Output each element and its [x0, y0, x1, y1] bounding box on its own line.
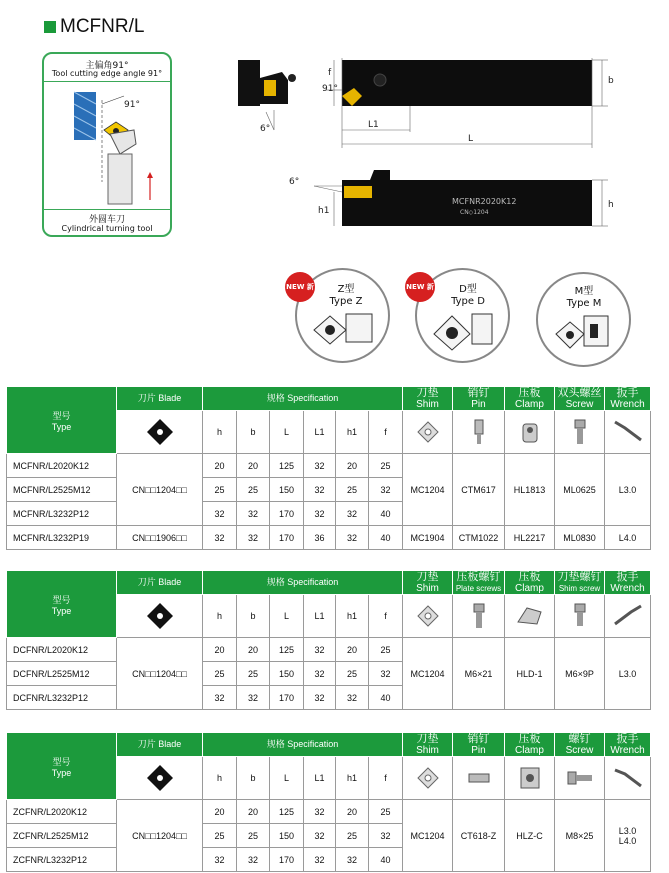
- type-header: 型号 Type: [7, 387, 117, 454]
- divider: [44, 209, 170, 210]
- pin-icon: [453, 757, 505, 800]
- table-cell: 25: [203, 824, 237, 848]
- table-cell: CTM1022: [453, 526, 505, 550]
- clamp-icon: [505, 757, 555, 800]
- part-header: 销钉 Pin: [453, 387, 505, 411]
- table-cell: 32: [203, 686, 237, 710]
- table-row-model: MCFNR/L3232P12: [7, 502, 117, 526]
- table-cell: 170: [270, 848, 304, 872]
- table-cell: 125: [270, 800, 304, 824]
- table-row-model: MCFNR/L3232P19: [7, 526, 117, 550]
- blade-value: CN□□1906□□: [117, 526, 203, 550]
- table-cell: 32: [304, 454, 336, 478]
- tool-marking: MCFNR2020K12: [452, 197, 517, 206]
- table-row-model: MCFNR/L2525M12: [7, 478, 117, 502]
- table-cell: 20: [336, 454, 369, 478]
- table-cell: 32: [237, 502, 270, 526]
- insert-icon: [117, 757, 203, 800]
- table-cell: ML0830: [555, 526, 605, 550]
- table-cell: 20: [336, 800, 369, 824]
- table-cell: 32: [304, 824, 336, 848]
- spec-col: h: [203, 411, 237, 454]
- table-cell: 20: [237, 800, 270, 824]
- spec-col: f: [369, 411, 403, 454]
- dim-h1: h1: [318, 206, 330, 216]
- part-header: 扳手 Wrench: [605, 387, 651, 411]
- table-cell: h: [203, 595, 237, 638]
- clamp-icon: [505, 595, 555, 638]
- spec-table-mcfnr: [6, 386, 651, 550]
- part-header: 压板 Clamp: [505, 571, 555, 595]
- blade-value: CN□□1204□□: [117, 454, 203, 526]
- clamp-type-z-label: Z型 Type Z: [329, 284, 363, 307]
- dim-6deg-side: 6°: [289, 177, 300, 187]
- insert-icon: [117, 411, 203, 454]
- table-cell: 32: [203, 502, 237, 526]
- part-header: 刀垫 Shim: [403, 571, 453, 595]
- shim-icon: [403, 757, 453, 800]
- table-cell: 32: [336, 848, 369, 872]
- clamp-m-icon: [550, 312, 622, 358]
- shim-screw-icon: [555, 595, 605, 638]
- spec-header: 规格 Specification: [203, 571, 403, 595]
- table-cell: f: [369, 595, 403, 638]
- table-cell: 25: [336, 478, 369, 502]
- spec-col: L1: [304, 411, 336, 454]
- table-cell: HL2217: [505, 526, 555, 550]
- part-header: 压板 Clamp: [505, 387, 555, 411]
- table-cell: MC1204: [403, 638, 453, 710]
- table-cell: 32: [237, 848, 270, 872]
- tool-sub-marking: CN◇1204: [460, 209, 489, 216]
- clamp-type-d-label: D型 Type D: [451, 284, 485, 307]
- table-cell: h: [203, 757, 237, 800]
- new-badge: NEW 新: [285, 272, 315, 302]
- wrench-icon: [605, 595, 651, 638]
- dim-L1: L1: [368, 120, 379, 130]
- table-cell: CT618-Z: [453, 800, 505, 872]
- table-cell: 20: [203, 638, 237, 662]
- dim-b: b: [608, 76, 614, 86]
- table-cell: L: [270, 757, 304, 800]
- table-cell: M6×21: [453, 638, 505, 710]
- table-cell: b: [237, 757, 270, 800]
- wrench-value: L3.0: [605, 454, 651, 526]
- angle-caption-en: Tool cutting edge angle 91°: [51, 69, 163, 78]
- table-cell: 20: [203, 454, 237, 478]
- table-cell: 32: [336, 526, 369, 550]
- plate-screw-icon: [453, 595, 505, 638]
- table-cell: MC1904: [403, 526, 453, 550]
- table-cell: 25: [237, 662, 270, 686]
- clamp-z-icon: [310, 308, 380, 352]
- table-row-model: ZCFNR/L3232P12: [7, 848, 117, 872]
- blade-header: 刀片 Blade: [117, 733, 203, 757]
- table-cell: h1: [336, 757, 369, 800]
- spec-header: 规格 Specification: [203, 733, 403, 757]
- part-header: 刀垫 Shim: [403, 733, 453, 757]
- part-header: 压板螺钉 Plate screws: [453, 571, 505, 595]
- dim-f: f: [328, 68, 332, 78]
- turning-diagram: [44, 82, 170, 208]
- dim-angle: 91°: [322, 84, 338, 94]
- table-cell: 20: [336, 638, 369, 662]
- table-cell: 40: [369, 686, 403, 710]
- blade-value: CN□□1204□□: [117, 800, 203, 872]
- table-cell: 25: [203, 478, 237, 502]
- table-cell: HLZ-C: [505, 800, 555, 872]
- table-cell: f: [369, 757, 403, 800]
- table-cell: 32: [237, 526, 270, 550]
- table-cell: 20: [237, 638, 270, 662]
- type-header: 型号 Type: [7, 733, 117, 800]
- shim-value: MC1204: [403, 454, 453, 526]
- table-cell: 25: [369, 800, 403, 824]
- part-header: 扳手 Wrench: [605, 733, 651, 757]
- table-cell: MC1204: [403, 800, 453, 872]
- angle-label: 91°: [124, 100, 140, 110]
- table-cell: 32: [369, 662, 403, 686]
- new-badge: NEW 新: [405, 272, 435, 302]
- table-cell: 32: [304, 478, 336, 502]
- table-cell: 32: [304, 686, 336, 710]
- spec-col: L: [270, 411, 304, 454]
- table-cell: 32: [304, 800, 336, 824]
- table-cell: 40: [369, 848, 403, 872]
- table-cell: 32: [369, 478, 403, 502]
- table-cell: 32: [336, 502, 369, 526]
- clamp-value: HL1813: [505, 454, 555, 526]
- table-cell: 25: [369, 638, 403, 662]
- wrench-value: L3.0 L4.0: [605, 800, 651, 872]
- part-header: 刀垫 Shim: [403, 387, 453, 411]
- part-header: 螺钉 Screw: [555, 733, 605, 757]
- table-cell: 25: [237, 824, 270, 848]
- tool-caption-cn: 外圆车刀: [88, 215, 125, 225]
- tool-caption-en: Cylindrical turning tool: [61, 224, 153, 233]
- blade-header: 刀片 Blade: [117, 387, 203, 411]
- table-row-model: ZCFNR/L2525M12: [7, 824, 117, 848]
- part-header: 销钉 Pin: [453, 733, 505, 757]
- dim-L: L: [468, 134, 474, 144]
- table-cell: h1: [336, 595, 369, 638]
- table-cell: 32: [336, 686, 369, 710]
- part-header: 压板 Clamp: [505, 733, 555, 757]
- table-cell: 32: [304, 638, 336, 662]
- table-cell: L1: [304, 595, 336, 638]
- clamp-icon: [505, 411, 555, 454]
- blade-value: CN□□1204□□: [117, 638, 203, 710]
- table-cell: 20: [237, 454, 270, 478]
- cutting-angle-box: [42, 52, 172, 237]
- table-cell: 36: [304, 526, 336, 550]
- table-cell: 25: [237, 478, 270, 502]
- table-cell: 40: [369, 526, 403, 550]
- page-title: MCFNR/L: [60, 16, 145, 37]
- table-row-model: ZCFNR/L2020K12: [7, 800, 117, 824]
- part-header: 刀垫螺钉 Shim screw: [555, 571, 605, 595]
- table-cell: 32: [304, 502, 336, 526]
- table-cell: 32: [203, 848, 237, 872]
- table-cell: b: [237, 595, 270, 638]
- clamp-type-m-label: M型 Type M: [566, 286, 602, 309]
- pin-value: CTM617: [453, 454, 505, 526]
- angle-caption-cn: 主偏角91°: [85, 61, 129, 71]
- table-cell: L4.0: [605, 526, 651, 550]
- table-cell: 125: [270, 454, 304, 478]
- dim-6deg-top: 6°: [260, 124, 271, 134]
- wrench-icon: [605, 757, 651, 800]
- table-cell: 25: [336, 824, 369, 848]
- table-cell: 40: [369, 502, 403, 526]
- table-cell: 25: [336, 662, 369, 686]
- table-cell: 150: [270, 662, 304, 686]
- table-cell: M6×9P: [555, 638, 605, 710]
- table-cell: 32: [369, 824, 403, 848]
- tool-drawing: [230, 50, 625, 255]
- spec-header: 规格 Specification: [203, 387, 403, 411]
- shim-icon: [403, 595, 453, 638]
- table-cell: L: [270, 595, 304, 638]
- type-header: 型号 Type: [7, 571, 117, 638]
- table-cell: M8×25: [555, 800, 605, 872]
- wrench-icon: [605, 411, 651, 454]
- table-cell: HLD-1: [505, 638, 555, 710]
- clamp-d-icon: [430, 308, 500, 354]
- table-cell: 170: [270, 526, 304, 550]
- table-row-model: DCFNR/L2020K12: [7, 638, 117, 662]
- spec-col: b: [237, 411, 270, 454]
- table-cell: 125: [270, 638, 304, 662]
- dim-h: h: [608, 200, 614, 210]
- table-row-model: DCFNR/L3232P12: [7, 686, 117, 710]
- table-row-model: MCFNR/L2020K12: [7, 454, 117, 478]
- insert-icon: [117, 595, 203, 638]
- table-cell: 20: [203, 800, 237, 824]
- spec-table-zcfnr: [6, 732, 651, 872]
- part-header: 扳手 Wrench: [605, 571, 651, 595]
- table-cell: L1: [304, 757, 336, 800]
- part-header: 双头螺丝 Screw: [555, 387, 605, 411]
- table-cell: 32: [237, 686, 270, 710]
- screw-icon: [555, 411, 605, 454]
- table-cell: 32: [203, 526, 237, 550]
- title-marker: [44, 21, 56, 33]
- table-cell: L3.0: [605, 638, 651, 710]
- table-cell: 170: [270, 686, 304, 710]
- table-row-model: DCFNR/L2525M12: [7, 662, 117, 686]
- spec-table-dcfnr: [6, 570, 651, 710]
- screw-icon: [555, 757, 605, 800]
- table-cell: 25: [369, 454, 403, 478]
- table-cell: 150: [270, 824, 304, 848]
- table-cell: 170: [270, 502, 304, 526]
- table-cell: 150: [270, 478, 304, 502]
- spec-col: h1: [336, 411, 369, 454]
- table-cell: 32: [304, 662, 336, 686]
- pin-icon: [453, 411, 505, 454]
- blade-header: 刀片 Blade: [117, 571, 203, 595]
- screw-value: ML0625: [555, 454, 605, 526]
- shim-icon: [403, 411, 453, 454]
- table-cell: 32: [304, 848, 336, 872]
- table-cell: 25: [203, 662, 237, 686]
